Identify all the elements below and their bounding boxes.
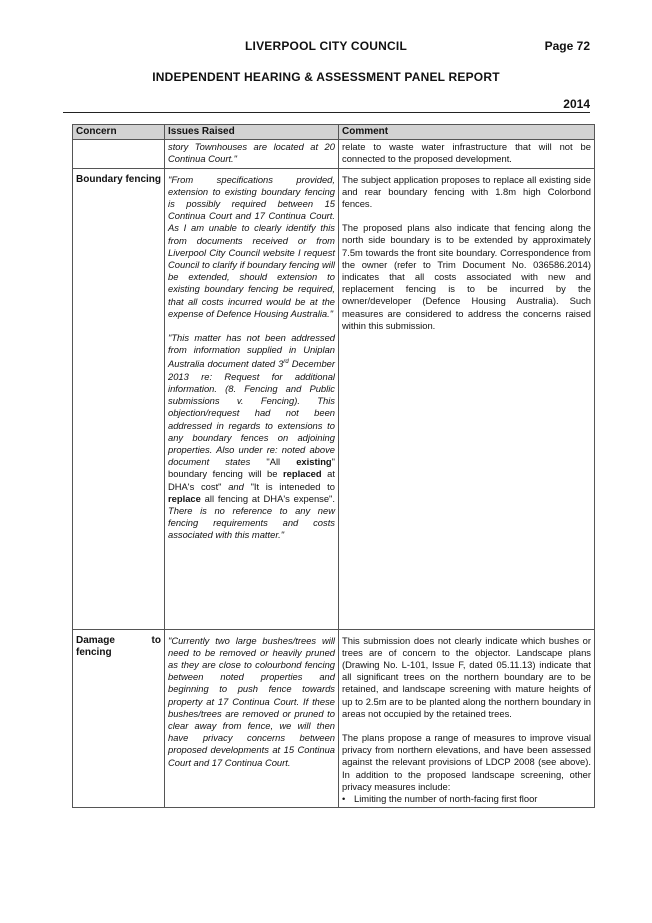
quoted-text: at DHA's cost" [168, 468, 335, 492]
report-year: 2014 [563, 97, 590, 111]
issue-paragraph [168, 332, 335, 542]
concern-word: Damage [76, 634, 115, 646]
issue-paragraph: "From specifications provided, extension to existing boundary fencing is possibly required between 15 Continua Court and 17 Continua Court. As I am unable to clearly identify this from documents received or from Liverpool City Council website I request Council to clarify if boundary fencing will be extended, should extension to existing boundary fencing be required, that all costs incurred would be at the expense of Defence Housing Australia." [168, 173, 335, 319]
page-number: Page 72 [544, 39, 590, 53]
column-header-comment: Comment [339, 125, 595, 140]
bullet-dot-icon: • [342, 793, 346, 805]
column-header-issues-raised: Issues Raised [165, 125, 339, 140]
quoted-text: "All [266, 456, 297, 468]
table-row [73, 140, 595, 168]
quoted-text: "It is inteneded to [250, 480, 335, 492]
issue-cell [165, 168, 339, 629]
emphasis-replace: replace [168, 492, 201, 504]
list-item [342, 793, 591, 805]
table-row [73, 629, 595, 808]
concern-cell [73, 629, 165, 808]
concern-word: fencing [76, 647, 112, 659]
ordinal-suffix: rd [283, 359, 289, 366]
comment-paragraph: The plans propose a range of measures to improve visual privacy from northern elevations, and have been assessed against the relevant provisions of LDCP 2008 (see above). In addition to the proposed landscape screening, other privacy measures include: [342, 732, 591, 792]
concern-word: to [151, 634, 161, 646]
comment-paragraph: The proposed plans also indicate that fencing along the north side boundary is to be extended by approximately 7.5m towards the front site boundary. Correspondence from the owner (refer to Trim Document No. 036586.2014) indicates that all costs associated with new and replacement fencing is to be incurred by the owner/developer (Defence Housing Australia). Such measures are considered to address the concerns raised within this submission. [342, 222, 591, 331]
quoted-text: " boundary fencing will be [168, 456, 335, 480]
concern-cell [73, 140, 165, 168]
issue-cell [165, 140, 339, 168]
comment-text: relate to waste water infrastructure that will not be connected to the proposed development. [342, 141, 591, 165]
issue-text: There is no reference to any new fencing requirements and costs associated with this matter." [168, 505, 335, 541]
concern-cell: Boundary fencing [73, 168, 165, 629]
table-header-row [73, 125, 595, 140]
table-row [73, 168, 595, 629]
council-name: LIVERPOOL CITY COUNCIL [245, 39, 407, 53]
emphasis-existing: existing [296, 456, 332, 468]
header-divider [63, 112, 590, 113]
comment-paragraph: The subject application proposes to replace all existing side and rear boundary fencing with 1.8m high Colorbond fences. [342, 173, 591, 210]
comment-cell [339, 168, 595, 629]
issue-text: December 2013 re: Request for additional information. (8. Fencing and Public submissions v. Fencing). This objection/request had not been addressed in regards to extensions to any boundary fences on adjoining properties. Also under re: noted above document states [168, 358, 335, 468]
issue-cell [165, 629, 339, 808]
report-title: INDEPENDENT HEARING & ASSESSMENT PANEL REPORT [152, 70, 500, 84]
issue-text: story Townhouses are located at 20 Continua Court." [168, 141, 335, 165]
submissions-table [72, 124, 595, 808]
issue-text: and [221, 480, 251, 492]
comment-cell [339, 140, 595, 168]
column-header-concern: Concern [73, 125, 165, 140]
issue-paragraph: "Currently two large bushes/trees will need to be removed or heavily pruned as they are close to colourbond fencing between noted properties and beginning to push fence towards property at 17 Continua Court. If these bushes/trees are removed or pruned to clear away from fence, we will then have privacy concerns between proposed developments at 15 Continua Court and 17 Continua Court. [168, 634, 335, 768]
list-item-text: Limiting the number of north-facing first floor [354, 793, 538, 805]
concern-label-line [76, 635, 161, 647]
quoted-text: all fencing at DHA's expense". [200, 492, 335, 504]
issue-text: "This matter has not been addressed from information supplied in Uniplan Australia document dated 3 [168, 332, 335, 370]
emphasis-replaced: replaced [283, 468, 322, 480]
comment-paragraph: This submission does not clearly indicate which bushes or trees are of concern to the objector. Landscape plans (Drawing No. L-101, Issue F, dated 05.11.13) indicate that all significant trees on the northern boundary are to be retained, and landscape screening with mature heights of up to 2.5m are to be planted along the northern boundary in areas not occupied by the retained trees. [342, 634, 591, 719]
comment-cell [339, 629, 595, 808]
